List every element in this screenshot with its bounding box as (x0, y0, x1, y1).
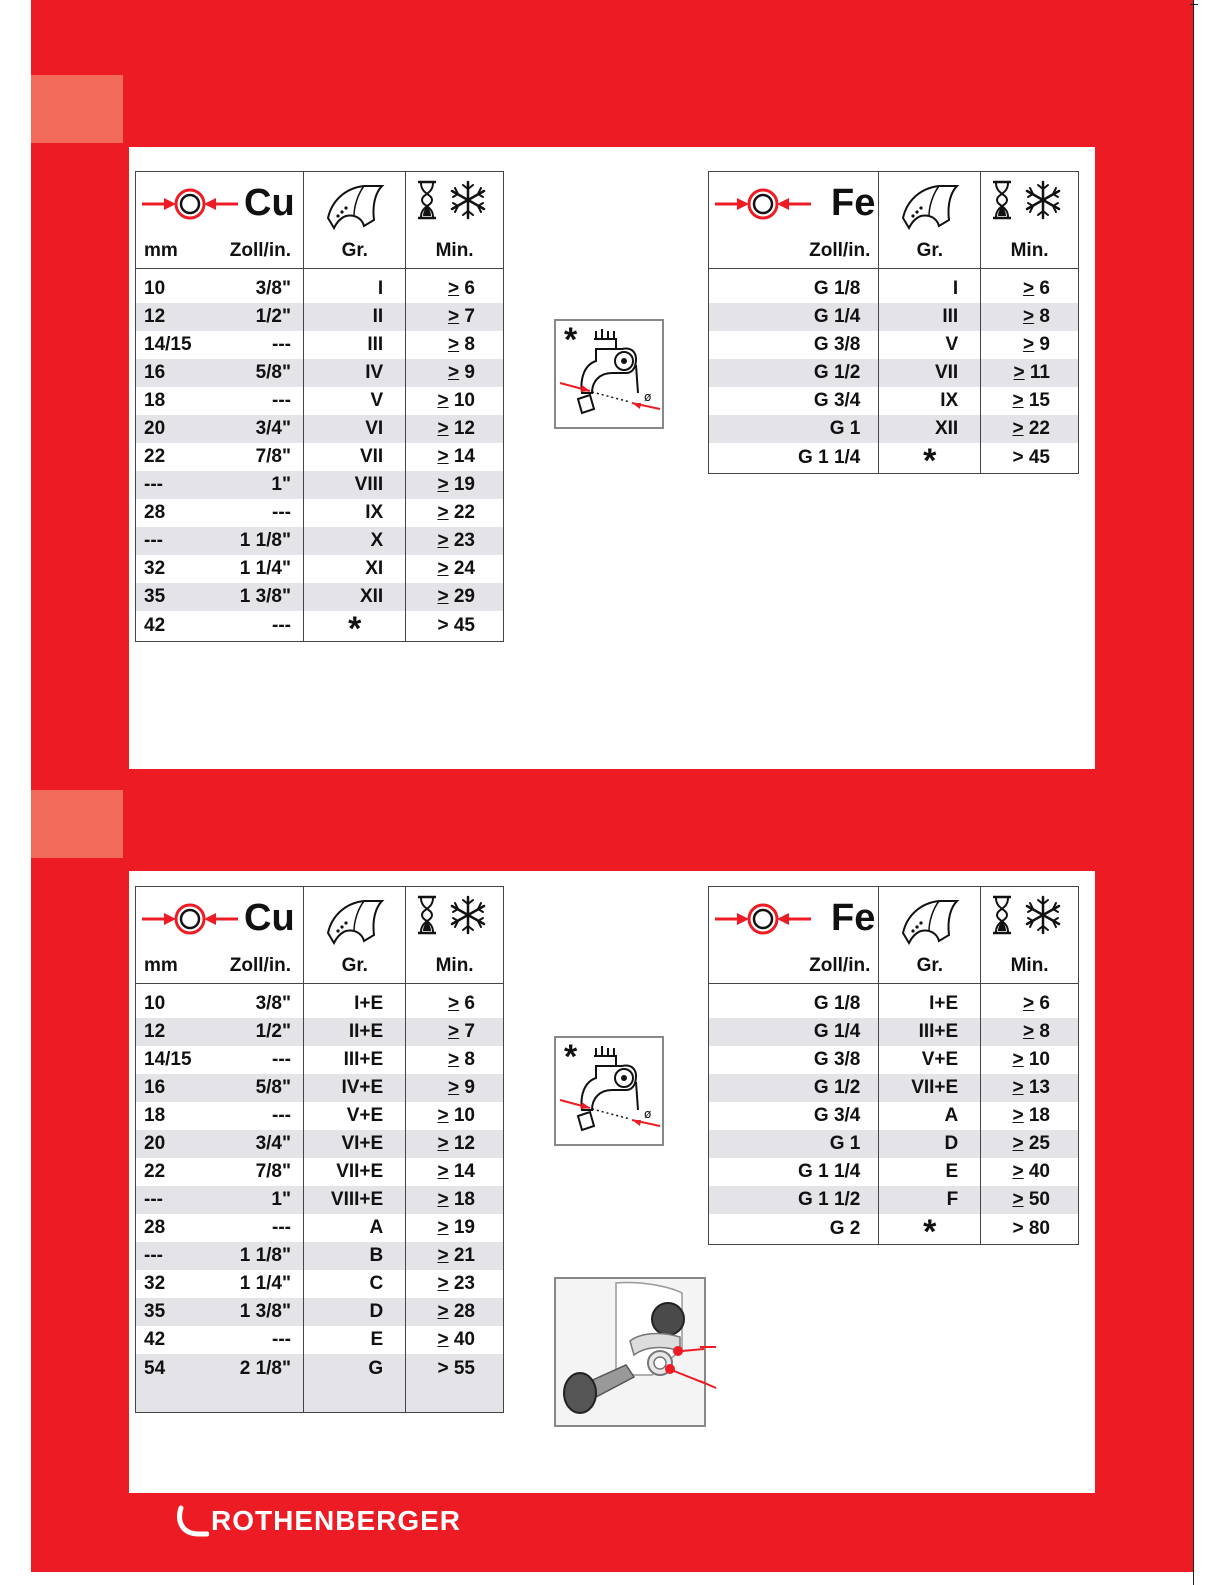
table-row (136, 1130, 504, 1158)
cell-min: 40 (1028, 1161, 1050, 1182)
cell-inch: G 1 1/4 (798, 1161, 861, 1182)
cell-inch: G 1/4 (813, 1021, 861, 1042)
cell-inch: G 1/8 (813, 993, 861, 1014)
table-row (136, 1074, 504, 1102)
cell-mm: 16 (144, 1077, 166, 1098)
greater-equal-symbol: > (1012, 1161, 1024, 1182)
table-row (709, 275, 1079, 303)
greater-equal-symbol: > (437, 1105, 449, 1126)
hourglass-icon (991, 895, 1013, 935)
header-inch: Zoll/in. (809, 240, 871, 261)
greater-equal-symbol: > (1012, 1189, 1024, 1210)
greater-equal-symbol: > (437, 530, 449, 551)
header-min: Min. (435, 955, 474, 976)
cell-mm: 54 (144, 1358, 166, 1379)
cell-min: 22 (453, 502, 475, 523)
cell-inch: --- (272, 502, 291, 523)
cell-gr: F (946, 1189, 959, 1210)
greater-equal-symbol: > (437, 418, 449, 439)
cell-gr: VI (365, 418, 384, 439)
snowflake-icon (450, 895, 486, 935)
cell-min: 23 (453, 530, 475, 551)
table-row (136, 275, 504, 303)
cell-inch: 1 3/8" (239, 1301, 291, 1322)
cell-min: 22 (1028, 418, 1050, 439)
table-row (709, 1046, 1079, 1074)
cell-gr: III (367, 334, 384, 355)
cell-gr: D (369, 1301, 384, 1322)
cell-min: 29 (453, 586, 475, 607)
metal-label-cu: Cu (244, 182, 295, 224)
greater-equal-symbol: > (437, 1189, 449, 1210)
greater-equal-symbol: > (448, 1021, 460, 1042)
cell-inch: G 1 (829, 1133, 861, 1154)
cell-inch: 5/8" (255, 362, 291, 383)
header-gr: Gr. (916, 955, 943, 976)
cell-mm: 10 (144, 993, 166, 1014)
header-min: Min. (1010, 240, 1049, 261)
cell-min: 18 (1028, 1105, 1050, 1126)
cell-inch: G 1 (829, 418, 861, 439)
pipe-diameter-icon (142, 902, 238, 936)
header-gr: Gr. (916, 240, 943, 261)
table-row (136, 331, 504, 359)
table-row (709, 1186, 1079, 1214)
cell-min: 45 (1028, 447, 1050, 468)
cell-min: 14 (453, 1161, 475, 1182)
table-row (709, 303, 1079, 331)
cell-mm: 35 (144, 1301, 166, 1322)
cell-gr: IV+E (341, 1077, 384, 1098)
cell-gr: D (944, 1133, 959, 1154)
table-row (136, 387, 504, 415)
cell-gr: E (945, 1161, 959, 1182)
section1-cu-table (135, 171, 504, 648)
table-row (136, 303, 504, 331)
table-row (709, 387, 1079, 415)
cell-inch: 1 1/8" (239, 530, 291, 551)
header-gr: Gr. (341, 955, 368, 976)
section2-bender-photo (554, 1277, 706, 1427)
logo-swoosh-icon (175, 1504, 209, 1538)
clamping-shoe-icon (324, 182, 386, 232)
greater-equal-symbol: > (1023, 993, 1035, 1014)
cell-inch: 1 3/8" (239, 586, 291, 607)
section2-star-bending-diagram (554, 1036, 664, 1146)
cell-min: 6 (1039, 278, 1050, 299)
cell-mm: 22 (144, 1161, 166, 1182)
cell-mm: 42 (144, 615, 166, 636)
table-row (136, 1242, 504, 1270)
cell-mm: 42 (144, 1329, 166, 1350)
cell-gr: XI (365, 558, 384, 579)
greater-equal-symbol: > (1023, 306, 1035, 327)
table-row (709, 415, 1079, 443)
table-row (136, 1270, 504, 1298)
cell-min: 8 (1039, 1021, 1050, 1042)
cell-inch: --- (272, 1105, 291, 1126)
cell-gr: VII+E (336, 1161, 384, 1182)
header-gr: Gr. (341, 240, 368, 261)
cell-min: 6 (464, 993, 475, 1014)
pipe-diameter-icon (715, 187, 811, 221)
cell-mm: 10 (144, 278, 166, 299)
cell-gr: VII (359, 446, 384, 467)
table-row (136, 1102, 504, 1130)
cell-inch: 3/8" (255, 278, 291, 299)
section2-cu-table (135, 886, 504, 1413)
section2-fe-table (708, 886, 1079, 1251)
cell-inch: G 1 1/2 (798, 1189, 861, 1210)
cell-gr: * (923, 441, 937, 480)
header-inch: Zoll/in. (809, 955, 871, 976)
cell-min: 10 (453, 390, 475, 411)
greater-equal-symbol: > (1012, 1105, 1024, 1126)
photo-pointer-lines (700, 1340, 720, 1390)
cell-min: 12 (453, 1133, 475, 1154)
greater-equal-symbol: > (437, 502, 449, 523)
cell-gr: V (945, 334, 959, 355)
cell-gr: * (348, 609, 362, 648)
table-row (136, 499, 504, 527)
cell-gr: II+E (348, 1021, 384, 1042)
page-edge-line (1193, 0, 1194, 1585)
greater-equal-symbol: > (437, 1245, 449, 1266)
greater-equal-symbol: > (1012, 1049, 1024, 1070)
greater-equal-symbol: > (448, 993, 460, 1014)
cell-min: 6 (1039, 993, 1050, 1014)
cell-gr: IX (365, 502, 384, 523)
greater-equal-symbol: > (1012, 1077, 1024, 1098)
table-row (136, 1158, 504, 1186)
cell-inch: G 1 1/4 (798, 447, 861, 468)
cell-min: 55 (453, 1358, 475, 1379)
cell-gr: G (368, 1358, 384, 1379)
rothenberger-logo (175, 1504, 461, 1538)
cell-min: 8 (464, 1049, 475, 1070)
table-row (709, 443, 1079, 474)
cell-mm: --- (144, 530, 163, 551)
table-row (136, 1298, 504, 1326)
cell-inch: G 3/8 (813, 1049, 861, 1070)
table-row (136, 527, 504, 555)
pipe-diameter-icon (142, 187, 238, 221)
table-row (136, 415, 504, 443)
cell-min: 15 (1028, 390, 1050, 411)
cell-gr: III (942, 306, 959, 327)
header-mm: mm (144, 955, 178, 976)
section1-tab-marker (31, 75, 123, 143)
table-row (136, 1018, 504, 1046)
cell-inch: 1" (271, 474, 291, 495)
table-row (709, 990, 1079, 1018)
cell-inch: G 1/2 (813, 1077, 861, 1098)
cell-mm: 32 (144, 1273, 166, 1294)
table-row (709, 1158, 1079, 1186)
asterisk-icon: * (564, 321, 578, 359)
cell-gr: III+E (343, 1049, 384, 1070)
diameter-symbol: ø (644, 390, 652, 404)
cell-mm: --- (144, 1245, 163, 1266)
cell-gr: I (952, 278, 959, 299)
table-row (709, 1074, 1079, 1102)
greater-equal-symbol: > (448, 334, 460, 355)
cell-min: 18 (453, 1189, 475, 1210)
greater-equal-symbol: > (1023, 334, 1035, 355)
cell-mm: 14/15 (144, 334, 192, 355)
greater-equal-symbol: > (437, 1161, 449, 1182)
cell-mm: 18 (144, 390, 166, 411)
table-row (136, 1326, 504, 1354)
cell-inch: 5/8" (255, 1077, 291, 1098)
cell-min: 10 (1028, 1049, 1050, 1070)
cell-mm: 12 (144, 306, 166, 327)
cell-min: 14 (453, 446, 475, 467)
hourglass-icon (991, 180, 1013, 220)
cell-mm: --- (144, 474, 163, 495)
cell-gr: I (377, 278, 384, 299)
greater-than-symbol: > (1012, 447, 1024, 468)
table-row (709, 331, 1079, 359)
cell-mm: 12 (144, 1021, 166, 1042)
cell-inch: G 1/8 (813, 278, 861, 299)
cell-min: 40 (453, 1329, 475, 1350)
pipe-diameter-icon (715, 902, 811, 936)
table-row (136, 611, 504, 642)
table-row (709, 1018, 1079, 1046)
table-row (136, 583, 504, 611)
hourglass-icon (416, 180, 438, 220)
cell-gr: VII (934, 362, 959, 383)
header-min: Min. (435, 240, 474, 261)
greater-equal-symbol: > (437, 1329, 449, 1350)
cell-inch: 1 1/8" (239, 1245, 291, 1266)
greater-equal-symbol: > (1012, 390, 1024, 411)
greater-equal-symbol: > (448, 1049, 460, 1070)
table-row (136, 1214, 504, 1242)
section2-tab-marker (31, 790, 123, 858)
greater-equal-symbol: > (437, 586, 449, 607)
greater-equal-symbol: > (437, 390, 449, 411)
cell-min: 19 (453, 1217, 475, 1238)
greater-equal-symbol: > (1023, 278, 1035, 299)
metal-label-fe: Fe (831, 897, 876, 939)
greater-equal-symbol: > (437, 1273, 449, 1294)
greater-equal-symbol: > (1013, 362, 1025, 383)
metal-label-fe: Fe (831, 182, 876, 224)
greater-equal-symbol: > (448, 306, 460, 327)
greater-equal-symbol: > (437, 1217, 449, 1238)
cell-mm: 35 (144, 586, 166, 607)
cell-inch: --- (272, 390, 291, 411)
cell-gr: III+E (918, 1021, 959, 1042)
greater-equal-symbol: > (1012, 1133, 1024, 1154)
cell-gr: VII+E (911, 1077, 959, 1098)
cell-min: 13 (1028, 1077, 1050, 1098)
greater-equal-symbol: > (1023, 1021, 1035, 1042)
cell-min: 25 (1028, 1133, 1050, 1154)
cell-gr: IV (365, 362, 384, 383)
cell-min: 8 (1039, 306, 1050, 327)
table-row (136, 990, 504, 1018)
cell-gr: E (370, 1329, 384, 1350)
clamping-shoe-icon (899, 182, 961, 232)
cell-inch: G 2 (829, 1218, 861, 1239)
cell-inch: G 3/4 (813, 1105, 861, 1126)
section1-fe-table (708, 171, 1079, 480)
cell-min: 19 (453, 474, 475, 495)
cell-inch: 1/2" (255, 1021, 291, 1042)
cell-gr: IX (940, 390, 959, 411)
cell-mm: 22 (144, 446, 166, 467)
cell-inch: 1" (271, 1189, 291, 1210)
cell-min: 9 (464, 362, 475, 383)
cell-inch: --- (272, 1329, 291, 1350)
cell-min: 50 (1028, 1189, 1050, 1210)
cell-inch: --- (272, 1049, 291, 1070)
section1-star-bending-diagram (554, 319, 664, 429)
cell-mm: 16 (144, 362, 166, 383)
table-row (709, 1102, 1079, 1130)
cell-min: 9 (464, 1077, 475, 1098)
cell-gr: VI+E (341, 1133, 384, 1154)
greater-equal-symbol: > (437, 1133, 449, 1154)
table-row (709, 1130, 1079, 1158)
cell-gr: C (369, 1273, 384, 1294)
cell-min: 23 (453, 1273, 475, 1294)
cell-gr: V+E (921, 1049, 959, 1070)
snowflake-icon (1025, 895, 1061, 935)
cell-min: 11 (1029, 362, 1050, 383)
cell-gr: V+E (346, 1105, 384, 1126)
table-row (136, 443, 504, 471)
cell-gr: I+E (929, 993, 959, 1014)
cell-inch: G 3/4 (813, 390, 861, 411)
cell-inch: --- (272, 334, 291, 355)
page-edge-tick (1190, 4, 1198, 5)
cell-min: 6 (464, 278, 475, 299)
cell-mm: 28 (144, 1217, 166, 1238)
cell-min: 45 (453, 615, 475, 636)
diameter-symbol: ø (644, 1107, 652, 1121)
cell-mm: 18 (144, 1105, 166, 1126)
clamping-shoe-icon (324, 897, 386, 947)
hourglass-icon (416, 895, 438, 935)
cell-gr: X (370, 530, 384, 551)
cell-inch: 3/4" (255, 1133, 291, 1154)
greater-than-symbol: > (437, 615, 449, 636)
header-inch: Zoll/in. (229, 955, 291, 976)
cell-inch: G 3/8 (813, 334, 861, 355)
cell-min: 7 (464, 306, 475, 327)
cell-mm: 28 (144, 502, 166, 523)
cell-min: 10 (453, 1105, 475, 1126)
cell-inch: G 1/2 (813, 362, 861, 383)
cell-gr: A (369, 1217, 384, 1238)
greater-equal-symbol: > (448, 1077, 460, 1098)
cell-inch: --- (272, 1217, 291, 1238)
table-row (709, 1214, 1079, 1245)
cell-min: 12 (453, 418, 475, 439)
cell-gr: V (370, 390, 384, 411)
cell-inch: 7/8" (255, 1161, 291, 1182)
cell-gr: * (923, 1212, 937, 1251)
greater-equal-symbol: > (437, 1301, 449, 1322)
cell-min: 28 (453, 1301, 475, 1322)
cell-mm: 32 (144, 558, 166, 579)
cell-inch: 3/4" (255, 418, 291, 439)
table-row (136, 1046, 504, 1074)
cell-gr: II (372, 306, 384, 327)
cell-inch: --- (272, 615, 291, 636)
table-row (136, 471, 504, 499)
cell-inch: 1 1/4" (239, 1273, 291, 1294)
cell-gr: XII (934, 418, 959, 439)
greater-than-symbol: > (1012, 1218, 1024, 1239)
cell-inch: G 1/4 (813, 306, 861, 327)
header-min: Min. (1010, 955, 1049, 976)
greater-equal-symbol: > (437, 474, 449, 495)
greater-equal-symbol: > (448, 362, 460, 383)
cell-min: 80 (1028, 1218, 1050, 1239)
greater-equal-symbol: > (1012, 418, 1024, 439)
cell-inch: 1 1/4" (239, 558, 291, 579)
clamping-shoe-icon (899, 897, 961, 947)
greater-equal-symbol: > (437, 446, 449, 467)
cell-inch: 2 1/8" (239, 1358, 291, 1379)
asterisk-icon: * (564, 1038, 578, 1076)
cell-mm: 14/15 (144, 1049, 192, 1070)
brand-name: ROTHENBERGER (211, 1505, 462, 1536)
cell-min: 7 (464, 1021, 475, 1042)
snowflake-icon (1025, 180, 1061, 220)
table-row (136, 1354, 504, 1384)
cell-inch: 7/8" (255, 446, 291, 467)
table-row (136, 1186, 504, 1214)
cell-gr: A (944, 1105, 959, 1126)
table-row (136, 359, 504, 387)
cell-gr: XII (359, 586, 384, 607)
cell-inch: 3/8" (255, 993, 291, 1014)
cell-mm: 20 (144, 418, 166, 439)
greater-equal-symbol: > (437, 558, 449, 579)
cell-gr: B (369, 1245, 384, 1266)
greater-equal-symbol: > (448, 278, 460, 299)
header-inch: Zoll/in. (229, 240, 291, 261)
cell-inch: 1/2" (255, 306, 291, 327)
snowflake-icon (450, 180, 486, 220)
cell-mm: --- (144, 1189, 163, 1210)
greater-than-symbol: > (437, 1358, 449, 1379)
header-mm: mm (144, 240, 178, 261)
cell-min: 9 (1039, 334, 1050, 355)
metal-label-cu: Cu (244, 897, 295, 939)
table-row (136, 555, 504, 583)
cell-gr: VIII+E (330, 1189, 384, 1210)
cell-gr: I+E (354, 993, 384, 1014)
table-row (709, 359, 1079, 387)
cell-gr: VIII (354, 474, 384, 495)
cell-mm: 20 (144, 1133, 166, 1154)
cell-min: 21 (453, 1245, 475, 1266)
cell-min: 8 (464, 334, 475, 355)
cell-min: 24 (453, 558, 475, 579)
